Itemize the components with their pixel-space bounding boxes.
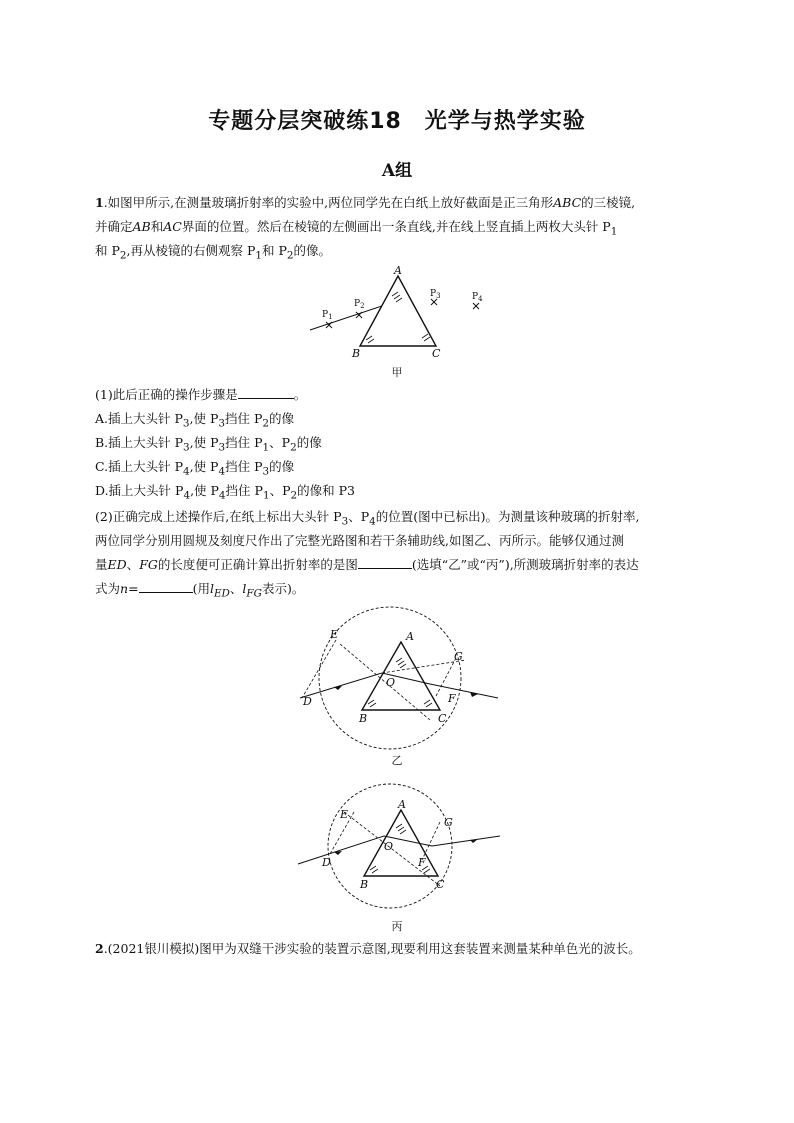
q1-line-3: 和 $P_2$,再从棱镜的右侧观察 $P_1$和 $P_2$的像。 <box>95 243 332 262</box>
figure-yi <box>290 620 510 750</box>
option-b: B.插上大头针 $P_3$,使 $P_3$挡住 $P_1$、$P_2$的像 <box>95 435 322 454</box>
sub2-line-1: (2)正确完成上述操作后,在纸上标出大头针 $P_3$、$P_4$的位置(图中已标出)。为测量该种玻璃的折射率, <box>95 509 640 528</box>
q1-number: 1 <box>95 195 104 210</box>
incident-ray <box>300 673 382 698</box>
prism-triangle <box>360 276 436 346</box>
svg-text:F: F <box>418 856 426 869</box>
aux-line-fg <box>436 658 456 696</box>
svg-text:B: B <box>359 712 368 725</box>
sub1-stem: (1)此后正确的操作步骤是 。 <box>95 387 307 402</box>
q2-number: 2 <box>95 941 104 956</box>
svg-text:O: O <box>384 840 394 853</box>
pin-p2-marker <box>356 312 362 318</box>
q1-line-1: 1.如图甲所示,在测量玻璃折射率的实验中,两位同学先在白纸上放好截面是正三角形ABC的三棱镜, <box>95 195 636 210</box>
svg-text:C: C <box>436 878 445 891</box>
svg-text:G: G <box>454 650 463 663</box>
sub2-line-3: 量ED、FG的长度便可正确计算出折射率的是图 (选填“乙”或“丙”),所测玻璃折射率的表达 <box>95 557 639 572</box>
svg-text:A: A <box>398 798 406 811</box>
svg-text:A: A <box>406 630 414 643</box>
svg-text:F: F <box>448 692 456 705</box>
svg-text:D: D <box>303 695 312 708</box>
caption-yi: 乙 <box>391 754 403 767</box>
aux-line-fg <box>422 822 440 860</box>
arrow-head-out <box>470 839 478 843</box>
option-d: D.插上大头针 $P_4$,使 $P_4$挡住 $P_1$、$P_2$的像和 P3 <box>95 483 355 502</box>
svg-text:B: B <box>360 878 369 891</box>
svg-text:P3: $P_3$ <box>430 289 441 300</box>
caption-jia: 甲 <box>391 366 403 379</box>
label-b: B <box>352 347 361 360</box>
figure-jia <box>300 262 500 362</box>
emergent-ray <box>430 684 498 698</box>
arrow-head <box>334 686 342 690</box>
svg-text:P2: $P_2$ <box>354 299 365 310</box>
group-heading: A组 <box>381 161 413 181</box>
prism-triangle <box>364 810 438 876</box>
q2-line-1: 2.(2021银川模拟)图甲为双缝干涉实验的装置示意图,现要利用这套装置来测量某种单色光的波长。 <box>95 941 641 956</box>
label-a: A <box>394 264 402 277</box>
svg-text:O: O <box>386 676 396 689</box>
svg-text:E: E <box>340 808 349 821</box>
caption-bing: 丙 <box>391 920 403 933</box>
answer-blank-2 <box>358 556 412 569</box>
sub2-line-4: 式为n= (用$l_{ED}$、$l_{FG}$表示)。 <box>95 581 305 600</box>
svg-text:P4: $P_4$ <box>472 292 483 303</box>
svg-text:P1: $P_1$ <box>322 310 333 321</box>
incident-ray <box>298 836 384 864</box>
answer-blank-1 <box>238 386 294 399</box>
page-title: 专题分层突破练18 光学与热学实验 <box>208 109 586 134</box>
label-c: C <box>432 347 441 360</box>
answer-blank-3 <box>139 580 193 593</box>
svg-text:G: G <box>444 816 453 829</box>
option-c: C.插上大头针 $P_4$,使 $P_4$挡住 $P_3$的像 <box>95 459 295 478</box>
svg-text:C: C <box>438 712 447 725</box>
q1-line-2: 并确定AB和AC界面的位置。然后在棱镜的左侧画出一条直线,并在线上竖直插上两枚大头针 $P_1$ <box>95 219 618 238</box>
pin-p1-marker <box>326 322 332 328</box>
aux-line-ed <box>302 640 336 698</box>
svg-text:E: E <box>330 628 339 641</box>
emergent-ray <box>432 836 500 846</box>
figure-bing <box>290 790 510 910</box>
sub2-line-2: 两位同学分别用圆规及刻度尺作出了完整光路图和若干条辅助线,如图乙、丙所示。能够仅通过测 <box>95 533 624 548</box>
pin-p4-marker <box>473 303 479 309</box>
svg-text:D: D <box>322 856 331 869</box>
option-a: A.插上大头针 $P_3$,使 $P_3$挡住 $P_2$的像 <box>95 411 295 430</box>
